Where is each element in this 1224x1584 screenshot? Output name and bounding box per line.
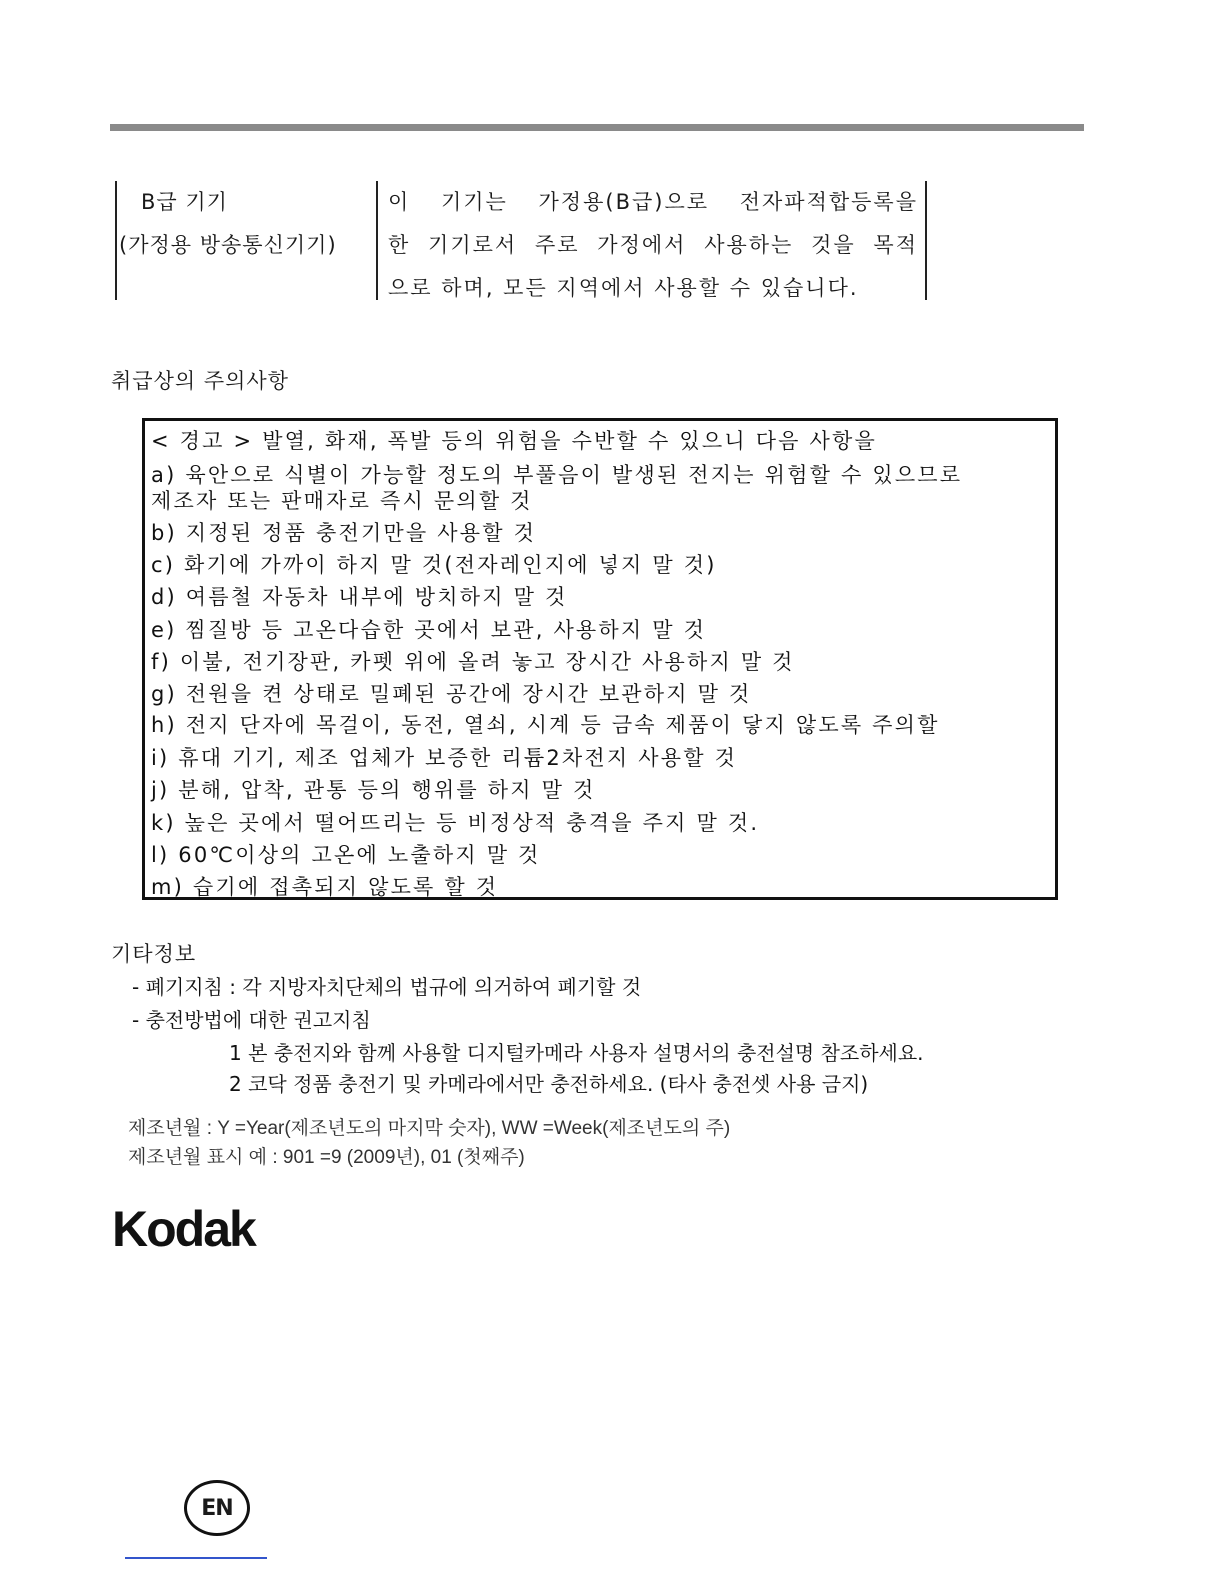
warning-line: d) 여름철 자동차 내부에 방치하지 말 것 bbox=[151, 585, 568, 609]
warning-line: e) 찜질방 등 고온다습한 곳에서 보관, 사용하지 말 것 bbox=[151, 618, 707, 642]
charging-guideline-item: 1 본 충전지와 함께 사용할 디지털카메라 사용자 설명서의 충전설명 참조하세요. bbox=[229, 1041, 924, 1065]
warning-line: h) 전지 단자에 목걸이, 동전, 열쇠, 시계 등 금속 제품이 닿지 않도록 주의할 bbox=[151, 713, 940, 737]
class-b-label-line: (가정용 방송통신기기) bbox=[119, 233, 337, 257]
warning-line: k) 높은 곳에서 떨어뜨리는 등 비정상적 충격을 주지 말 것. bbox=[151, 811, 760, 835]
class-b-notice-table bbox=[115, 181, 928, 300]
table-divider bbox=[376, 181, 378, 300]
warning-line: a) 육안으로 식별이 가능할 정도의 부풀음이 발생된 전지는 위험할 수 있으므로 bbox=[151, 463, 963, 487]
kodak-logo bbox=[112, 1200, 272, 1258]
warning-line: j) 분해, 압착, 관통 등의 행위를 하지 말 것 bbox=[151, 778, 596, 802]
class-b-description-line: 한 기기로서 주로 가정에서 사용하는 것을 목적 bbox=[388, 233, 918, 257]
class-b-description-line: 으로 하며, 모든 지역에서 사용할 수 있습니다. bbox=[388, 276, 859, 300]
manufacture-date-format: 제조년월 : Y =Year(제조년도의 마지막 숫자), WW =Week(제조년도의 주) bbox=[128, 1118, 731, 1139]
class-b-description bbox=[388, 181, 918, 310]
warning-line: m) 습기에 접촉되지 않도록 할 것 bbox=[151, 875, 499, 899]
warning-line: g) 전원을 켠 상태로 밀폐된 공간에 장시간 보관하지 말 것 bbox=[151, 682, 752, 706]
kodak-logo-text: Kodak bbox=[112, 1201, 255, 1257]
warning-line: f) 이불, 전기장판, 카펫 위에 올려 놓고 장시간 사용하지 말 것 bbox=[151, 650, 795, 674]
warning-line: i) 휴대 기기, 제조 업체가 보증한 리튬2차전지 사용할 것 bbox=[151, 746, 738, 770]
table-border-right bbox=[925, 181, 927, 300]
warning-line: b) 지정된 정품 충전기만을 사용할 것 bbox=[151, 521, 537, 545]
language-badge-en: EN bbox=[184, 1480, 250, 1536]
table-border-left bbox=[115, 181, 117, 300]
warning-box bbox=[142, 418, 1058, 900]
other-info-heading: 기타정보 bbox=[111, 942, 197, 966]
manufacture-date-example: 제조년월 표시 예 : 901 =9 (2009년), 01 (첫째주) bbox=[128, 1147, 525, 1168]
charging-guideline-item: 2 코닥 정품 충전기 및 카메라에서만 충전하세요. (타사 충전셋 사용 금지) bbox=[229, 1072, 869, 1096]
charging-guideline-heading: - 충전방법에 대한 권고지침 bbox=[132, 1008, 371, 1032]
class-b-device-label bbox=[119, 181, 374, 267]
warning-line: 제조자 또는 판매자로 즉시 문의할 것 bbox=[151, 489, 533, 513]
footer-rule bbox=[125, 1557, 267, 1559]
warning-line: l) 60℃이상의 고온에 노출하지 말 것 bbox=[151, 843, 541, 867]
warning-line: < 경고 > 발열, 화재, 폭발 등의 위험을 수반할 수 있으니 다음 사항을 bbox=[151, 429, 877, 453]
warning-line: c) 화기에 가까이 하지 말 것(전자레인지에 넣지 말 것) bbox=[151, 553, 717, 577]
class-b-label-line: B급 기기 bbox=[141, 190, 228, 214]
header-rule bbox=[110, 124, 1084, 131]
handling-heading: 취급상의 주의사항 bbox=[111, 369, 289, 393]
disposal-guideline: - 폐기지침 : 각 지방자치단체의 법규에 의거하여 폐기할 것 bbox=[132, 975, 642, 999]
class-b-description-line: 이 기기는 가정용(B급)으로 전자파적합등록을 bbox=[388, 190, 918, 214]
